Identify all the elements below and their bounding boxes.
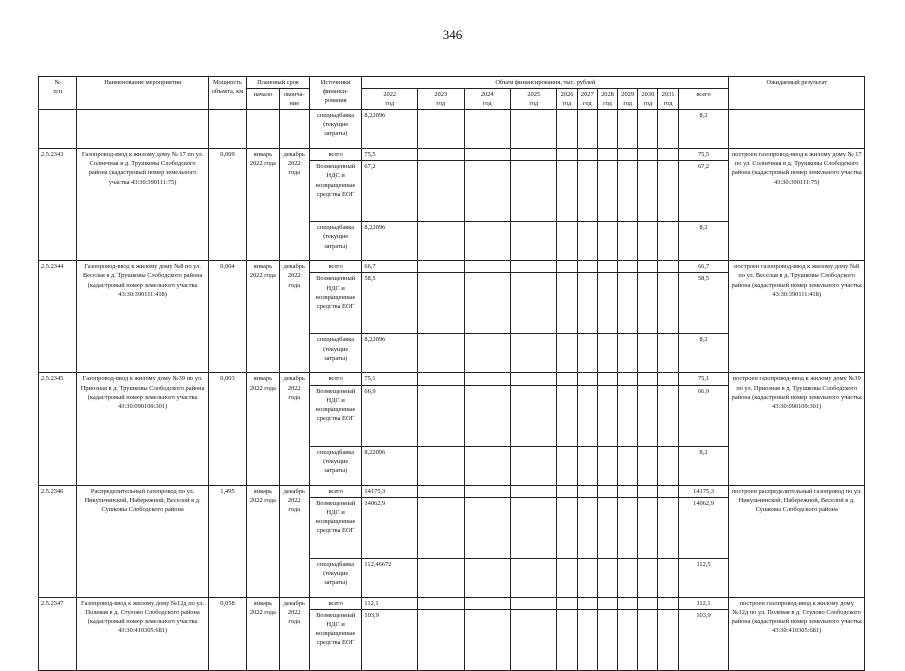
value-2022: 112,1 (362, 597, 418, 609)
value-empty (597, 385, 617, 446)
value-total: 75,1 (678, 373, 729, 385)
header-year-2031: 2031 год (658, 89, 678, 110)
header-period-end: оконча- ние (279, 89, 309, 110)
header-year-2022: 2022 год (362, 89, 418, 110)
value-empty (510, 161, 556, 222)
items-body (39, 149, 865, 670)
value-empty (638, 222, 658, 261)
continuation-row (39, 110, 865, 149)
item-number: 2.5.2346 (39, 485, 77, 597)
value-empty (510, 558, 556, 597)
value-empty (510, 597, 556, 609)
source-cell: спецнадбавка (текущие затраты) (309, 110, 362, 149)
value-empty (557, 373, 577, 385)
value-empty (464, 497, 510, 558)
value-total: 8,2 (678, 110, 729, 149)
header-sources: Источники финанси- рования (309, 77, 362, 110)
value-empty (658, 446, 678, 485)
source-cell: спецнадбавка (текущие затраты) (309, 558, 362, 597)
value-empty (464, 149, 510, 161)
item-number: 2.5.2343 (39, 149, 77, 261)
value-2022: 58,5 (362, 273, 418, 334)
header-year-2028: 2028 год (597, 89, 617, 110)
header-funding: Объем финансирования, тыс. рублей (362, 77, 729, 89)
value-empty (577, 446, 597, 485)
value-total: 112,1 (678, 597, 729, 609)
table-row (39, 149, 865, 161)
value-empty (658, 334, 678, 373)
value-empty (510, 485, 556, 497)
value-empty (510, 446, 556, 485)
source-cell: всего (309, 149, 362, 161)
value-total: 103,9 (678, 609, 729, 670)
value-2022: 8,22096 (362, 446, 418, 485)
value-empty (597, 558, 617, 597)
item-name: Газопровод-ввод к жилому дому №39 по ул. Приозная в д. Трушковы Слободского района (кадастровый номер земельного участка 43:30:090109:301) (77, 373, 208, 485)
value-empty (577, 261, 597, 273)
value-total: 8,2 (678, 222, 729, 261)
value-empty (577, 485, 597, 497)
value-empty (510, 373, 556, 385)
value-empty (638, 273, 658, 334)
value-empty (418, 497, 464, 558)
item-start: январь 2022 года (247, 597, 279, 670)
source-cell: спецнадбавка (текущие затраты) (309, 334, 362, 373)
value-empty (618, 446, 638, 485)
value-empty (597, 222, 617, 261)
value-empty (418, 273, 464, 334)
value-2022: 8,22096 (362, 222, 418, 261)
value-empty (638, 446, 658, 485)
value-empty (557, 497, 577, 558)
value-empty (418, 446, 464, 485)
value-empty (618, 273, 638, 334)
value-empty (638, 497, 658, 558)
table-row (39, 485, 865, 497)
value-empty (557, 446, 577, 485)
value-empty (597, 597, 617, 609)
item-start: январь 2022 года (247, 261, 279, 373)
source-cell: всего (309, 373, 362, 385)
value-empty (464, 385, 510, 446)
value-2022: 75,5 (362, 149, 418, 161)
header-num: № п/п (39, 77, 77, 110)
value-empty (658, 597, 678, 609)
item-start: январь 2022 года (247, 373, 279, 485)
value-empty (464, 273, 510, 334)
value-empty (510, 222, 556, 261)
value-2022: 8,22096 (362, 110, 418, 149)
value-empty (557, 149, 577, 161)
value-empty (464, 222, 510, 261)
value-empty (577, 373, 597, 385)
value-empty (464, 373, 510, 385)
value-empty (418, 385, 464, 446)
value-empty (597, 149, 617, 161)
source-cell: всего (309, 485, 362, 497)
value-empty (618, 334, 638, 373)
header-total: всего (678, 89, 729, 110)
value-empty (557, 385, 577, 446)
value-empty (618, 161, 638, 222)
value-empty (658, 385, 678, 446)
value-empty (658, 161, 678, 222)
value-empty (577, 161, 597, 222)
value-empty (618, 597, 638, 609)
value-empty (577, 597, 597, 609)
item-name: Газопровод-ввод к жилому дому №8 по ул. Веселая в д. Трушковы Слободского района (кадастровый номер земельного участка 43:30:390111:418) (77, 261, 208, 373)
value-empty (658, 558, 678, 597)
item-result: построен распределительный газопровод по ул. Никульчинской, Набережной, Веселой в д. Сушковы Слободского района (729, 485, 865, 597)
header-result: Ожидаемый результат (729, 77, 865, 110)
value-empty (638, 385, 658, 446)
value-empty (557, 334, 577, 373)
item-capacity: 0,004 (208, 261, 246, 373)
value-total: 112,5 (678, 558, 729, 597)
value-empty (638, 161, 658, 222)
header-year-2024: 2024 год (464, 89, 510, 110)
value-empty (638, 485, 658, 497)
value-2022: 67,2 (362, 161, 418, 222)
value-empty (418, 597, 464, 609)
value-empty (618, 222, 638, 261)
item-number: 2.5.2347 (39, 597, 77, 670)
header-period: Плановый срок (247, 77, 310, 89)
value-empty (510, 385, 556, 446)
value-empty (597, 497, 617, 558)
header-year-2023: 2023 год (418, 89, 464, 110)
value-empty (597, 161, 617, 222)
item-number: 2.5.2345 (39, 373, 77, 485)
value-2022: 66,7 (362, 261, 418, 273)
value-empty (577, 273, 597, 334)
value-total: 8,2 (678, 334, 729, 373)
value-empty (557, 558, 577, 597)
value-empty (658, 497, 678, 558)
table-row (39, 261, 865, 273)
value-empty (510, 273, 556, 334)
value-empty (557, 273, 577, 334)
header-year-2029: 2029 год (618, 89, 638, 110)
value-total: 66,9 (678, 385, 729, 446)
value-empty (557, 485, 577, 497)
table-row (39, 373, 865, 385)
value-total: 67,2 (678, 161, 729, 222)
item-name: Распределительный газопровод по ул. Никульчинской, Набережной, Веселой в д. Сушковы Слободского района (77, 485, 208, 597)
item-end: декабрь 2022 года (279, 261, 309, 373)
source-cell: всего (309, 597, 362, 609)
value-empty (464, 334, 510, 373)
header-row-1 (39, 77, 865, 89)
value-total: 14175,3 (678, 485, 729, 497)
item-number: 2.5.2344 (39, 261, 77, 373)
value-2022: 75,1 (362, 373, 418, 385)
value-empty (464, 558, 510, 597)
value-total: 58,5 (678, 273, 729, 334)
header-period-start: начало (247, 89, 279, 110)
value-empty (418, 149, 464, 161)
value-empty (464, 161, 510, 222)
value-empty (597, 261, 617, 273)
value-2022: 14175,3 (362, 485, 418, 497)
item-result: построен газопровод-ввод к жилому дому №8 по ул. Веселая в д. Трушковы Слободского района (кадастровый номер земельного участка 43:30:390111:418) (729, 261, 865, 373)
value-empty (577, 497, 597, 558)
value-empty (557, 597, 577, 609)
value-empty (418, 222, 464, 261)
value-empty (597, 273, 617, 334)
header-capacity: Мощность объекта, км (208, 77, 246, 110)
header-year-2027: 2027 год (577, 89, 597, 110)
value-2022: 103,9 (362, 609, 418, 670)
value-empty (618, 149, 638, 161)
table-row (39, 597, 865, 609)
source-cell: Возмещенный НДС и возвращенные средства ЕОГ (309, 385, 362, 446)
value-empty (577, 385, 597, 446)
value-empty (658, 273, 678, 334)
value-empty (464, 597, 510, 609)
item-start: январь 2022 года (247, 149, 279, 261)
header-year-2030: 2030 год (638, 89, 658, 110)
value-empty (618, 373, 638, 385)
item-result: построен газопровод-ввод к жилому дому №39 по ул. Приозная в д. Трушковы Слободского района (кадастровый номер земельного участка 43:30:090109:301) (729, 373, 865, 485)
value-empty (638, 261, 658, 273)
item-result: построен газопровод-ввод к жилому дому № 17 по ул. Солнечная в д. Трушковы Слободского района (кадастровый номер земельного участка 43:30:390111:75) (729, 149, 865, 261)
value-total: 8,2 (678, 446, 729, 485)
item-end: декабрь 2022 года (279, 485, 309, 597)
value-2022: 112,46672 (362, 558, 418, 597)
value-empty (658, 485, 678, 497)
value-2022: 14062,9 (362, 497, 418, 558)
value-total: 75,5 (678, 149, 729, 161)
value-empty (464, 261, 510, 273)
header-name: Наименование мероприятия (77, 77, 208, 110)
value-empty (464, 446, 510, 485)
value-total: 14062,9 (678, 497, 729, 558)
source-cell: Возмещенный НДС и возвращенные средства ЕОГ (309, 161, 362, 222)
value-empty (638, 149, 658, 161)
value-empty (510, 497, 556, 558)
value-empty (577, 149, 597, 161)
value-empty (510, 334, 556, 373)
item-end: декабрь 2022 года (279, 149, 309, 261)
value-empty (464, 485, 510, 497)
source-cell: всего (309, 261, 362, 273)
item-end: декабрь 2022 года (279, 373, 309, 485)
item-capacity: 0,058 (208, 597, 246, 670)
value-empty (597, 373, 617, 385)
value-empty (418, 261, 464, 273)
value-empty (618, 485, 638, 497)
header-year-2025: 2025 год (510, 89, 556, 110)
value-empty (638, 597, 658, 609)
value-empty (418, 161, 464, 222)
source-cell: Возмещенный НДС и возвращенные средства ЕОГ (309, 609, 362, 670)
value-empty (418, 485, 464, 497)
value-total: 66,7 (678, 261, 729, 273)
value-empty (618, 261, 638, 273)
item-result: построен газопровод-ввод к жилому дому №12д по ул. Полевая в д. Стулово Слободского района (кадастровый номер земельного участка 43:30:410305:681) (729, 597, 865, 670)
item-start: январь 2022 года (247, 485, 279, 597)
value-empty (658, 373, 678, 385)
value-empty (557, 222, 577, 261)
value-empty (577, 334, 597, 373)
page-number: 346 (442, 27, 463, 42)
value-empty (577, 222, 597, 261)
value-empty (418, 373, 464, 385)
value-empty (557, 261, 577, 273)
item-end: декабрь 2022 года (279, 597, 309, 670)
source-cell: спецнадбавка (текущие затраты) (309, 222, 362, 261)
value-empty (577, 558, 597, 597)
value-empty (510, 261, 556, 273)
value-2022: 8,22096 (362, 334, 418, 373)
value-empty (638, 373, 658, 385)
value-empty (557, 161, 577, 222)
value-empty (618, 558, 638, 597)
value-empty (658, 222, 678, 261)
value-empty (597, 334, 617, 373)
funding-table (38, 76, 865, 671)
value-empty (597, 485, 617, 497)
value-empty (418, 558, 464, 597)
value-empty (618, 497, 638, 558)
item-name: Газопровод-ввод к жилому дому № 17 по ул. Солнечная в д. Трушковы Слободского района (кадастровый номер земельного участка 43:30:390111:75) (77, 149, 208, 261)
value-empty (510, 149, 556, 161)
value-empty (658, 261, 678, 273)
source-cell: спецнадбавка (текущие затраты) (309, 446, 362, 485)
item-name: Газопровод-ввод к жилому дому №12д по ул. Полевая в д. Стулово Слободского района (кадастровый номер земельного участка 43:30:410305:681) (77, 597, 208, 670)
item-capacity: 0,009 (208, 149, 246, 261)
header-year-2026: 2026 год (557, 89, 577, 110)
value-empty (597, 446, 617, 485)
value-empty (618, 385, 638, 446)
source-cell: Возмещенный НДС и возвращенные средства ЕОГ (309, 497, 362, 558)
value-empty (638, 334, 658, 373)
source-cell: Возмещенный НДС и возвращенные средства ЕОГ (309, 273, 362, 334)
item-capacity: 0,003 (208, 373, 246, 485)
value-2022: 66,9 (362, 385, 418, 446)
value-empty (658, 149, 678, 161)
value-empty (638, 558, 658, 597)
item-capacity: 1,495 (208, 485, 246, 597)
value-empty (418, 334, 464, 373)
